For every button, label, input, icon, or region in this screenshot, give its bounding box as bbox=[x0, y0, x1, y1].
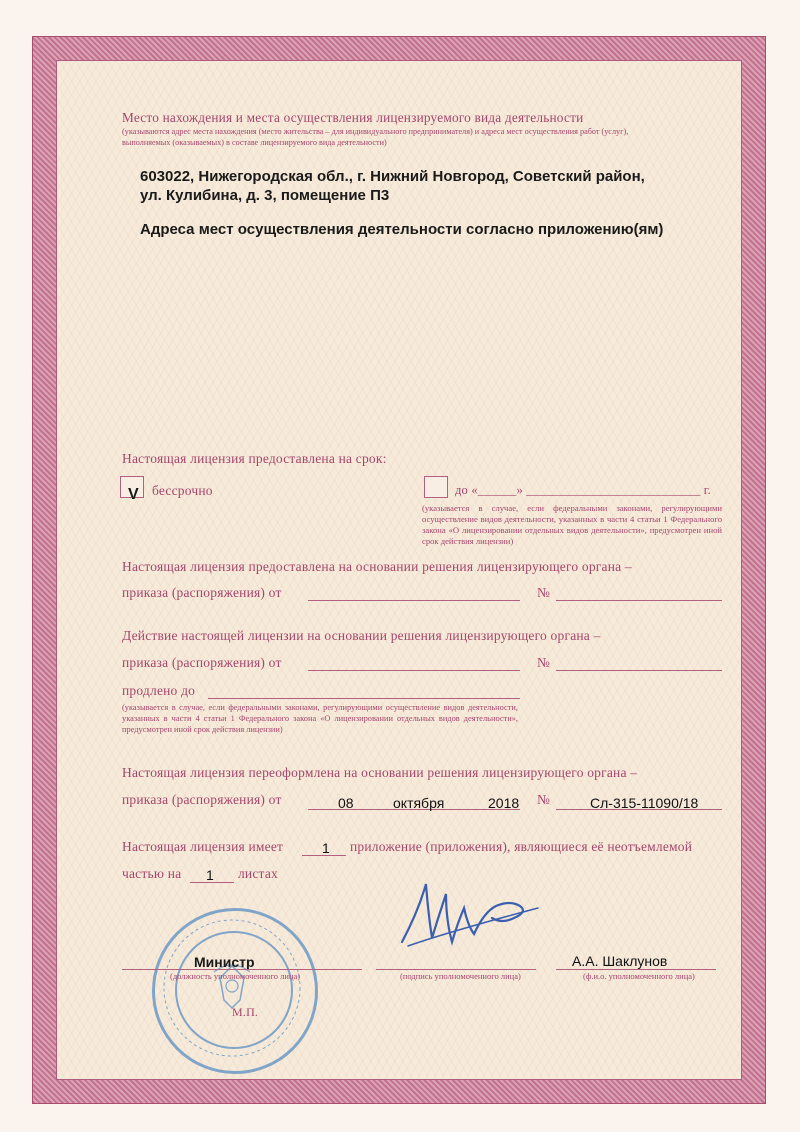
address-line-1: 603022, Нижегородская обл., г. Нижний Новгород, Советский район, bbox=[140, 168, 645, 185]
extension-number-line bbox=[556, 670, 722, 671]
extended-until-label: продлено до bbox=[122, 683, 196, 698]
name-line bbox=[556, 969, 716, 970]
until-checkbox bbox=[424, 476, 448, 498]
extended-until-line bbox=[208, 698, 520, 699]
basis-date-line bbox=[308, 600, 520, 601]
signatory-name: А.А. Шаклунов bbox=[572, 953, 668, 969]
extension-number-sign: № bbox=[537, 655, 551, 670]
basis-order-label: приказа (распоряжения) от bbox=[122, 585, 282, 600]
official-seal bbox=[152, 908, 318, 1074]
seal-emblem-icon bbox=[152, 908, 312, 1068]
sheets-count: 1 bbox=[206, 867, 214, 883]
position-caption: (должность уполномоченного лица) bbox=[170, 971, 301, 981]
until-note: (указывается в случае, если федеральными законами, регулирующими осуществление видов деятельности, указанных в части 4 статьи 1 Федерального закона «О лицензировании отдельных видов деятельности», предусмотрен иной срок действия лицензии) bbox=[422, 503, 722, 546]
seal-place-label: М.П. bbox=[232, 1005, 259, 1019]
location-note-1: (указываются адрес места нахождения (место жительства – для индивидуального предпринимателя) и адреса мест осуществления работ (услуг), bbox=[122, 127, 629, 136]
term-heading: Настоящая лицензия предоставлена на срок: bbox=[122, 451, 387, 466]
sheets-label: листах bbox=[238, 866, 278, 881]
annexes-text-after: приложение (приложения), являющиеся её неотъемлемой bbox=[350, 839, 693, 854]
unlimited-label: бессрочно bbox=[152, 483, 213, 498]
location-heading: Место нахождения и места осуществления лицензируемого вида деятельности bbox=[122, 110, 584, 125]
until-date-label: до «______» ___________________________ г. bbox=[455, 483, 711, 497]
signature-line bbox=[376, 969, 536, 970]
reissue-order-label: приказа (распоряжения) от bbox=[122, 792, 282, 807]
reissue-year: 2018 bbox=[488, 795, 520, 811]
basis-heading: Настоящая лицензия предоставлена на основании решения лицензирующего органа – bbox=[122, 559, 632, 574]
location-note-2: выполняемых (оказываемых) в составе лицензируемого вида деятельности) bbox=[122, 138, 387, 147]
reissue-heading: Настоящая лицензия переоформлена на основании решения лицензирующего органа – bbox=[122, 765, 638, 780]
basis-number-sign: № bbox=[537, 585, 551, 600]
annexes-part-label: частью на bbox=[122, 866, 182, 881]
signatory-position: Министр bbox=[194, 954, 255, 970]
name-caption: (ф.и.о. уполномоченного лица) bbox=[583, 971, 695, 981]
extension-note: (указывается в случае, если федеральными законами, регулирующими осуществление видов деятельности, указанных в части 4 статьи 1 Федерального закона «О лицензировании отдельных видов деятельности», предусмотрен иной срок действия лицензии) bbox=[122, 703, 518, 734]
extension-date-line bbox=[308, 670, 520, 671]
annexes-text-before: Настоящая лицензия имеет bbox=[122, 839, 284, 854]
address-line-2: ул. Кулибина, д. 3, помещение П3 bbox=[140, 187, 390, 204]
position-line bbox=[122, 969, 362, 970]
reissue-number-sign: № bbox=[537, 792, 551, 807]
annex-count: 1 bbox=[322, 840, 330, 856]
check-mark: V bbox=[128, 486, 139, 503]
extension-heading: Действие настоящей лицензии на основании решения лицензирующего органа – bbox=[122, 628, 601, 643]
reissue-month: октября bbox=[393, 795, 445, 811]
reissue-day: 08 bbox=[338, 795, 354, 811]
handwritten-signature bbox=[388, 872, 558, 964]
extension-order-label: приказа (распоряжения) от bbox=[122, 655, 282, 670]
annex-addresses-note: Адреса мест осуществления деятельности согласно приложению(ям) bbox=[140, 221, 664, 238]
signature-caption: (подпись уполномоченного лица) bbox=[400, 971, 521, 981]
reissue-number: Сл-315-11090/18 bbox=[590, 795, 699, 811]
basis-number-line bbox=[556, 600, 722, 601]
